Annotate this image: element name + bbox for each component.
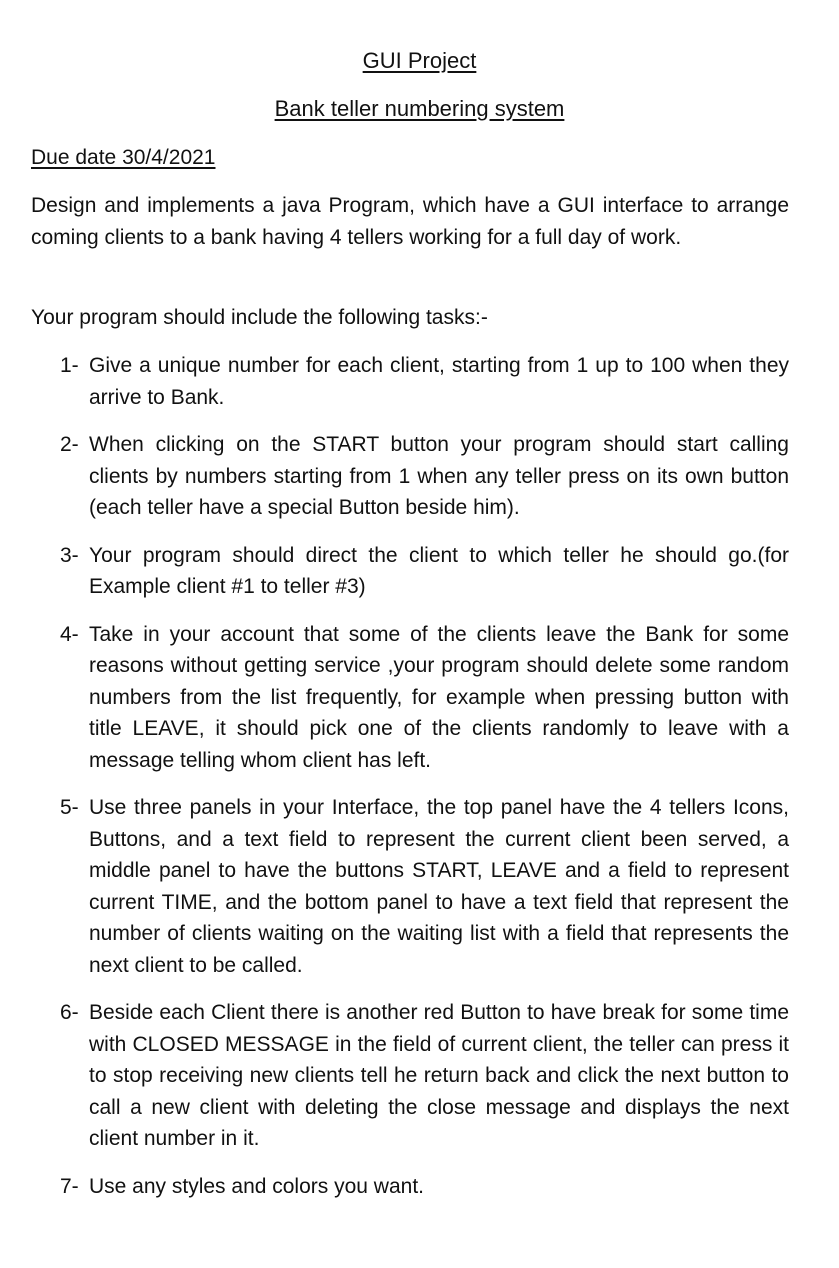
task-number: 7- [60,1174,79,1198]
task-text: Take in your account that some of the clients leave the Bank for some reasons without getting service ,your program should delete some random numbers from the list frequently, for example when pressing button with title LEAVE, it should pick one of the clients randomly to leave with a message telling whom client has left. [89,622,789,772]
tasks-lead: Your program should include the following tasks:- [31,306,488,329]
task-text: Use three panels in your Interface, the top panel have the 4 tellers Icons, Buttons, and a text field to represent the current client been served, a middle panel to have the buttons START, LEAVE and a field to represent current TIME, and the bottom panel to have a text field that represent the number of clients waiting on the waiting list with a field that represents the next client to be called. [89,796,789,977]
task-item-2 [31,429,789,524]
intro-paragraph: Design and implements a java Program, which have a GUI interface to arrange coming clients to a bank having 4 tellers working for a full day of work. [31,194,789,249]
document-title: GUI Project [362,48,477,73]
task-item-4 [31,619,789,777]
task-item-1 [31,350,789,413]
task-text: Give a unique number for each client, starting from 1 up to 100 when they arrive to Bank. [89,354,789,409]
task-text: When clicking on the START button your program should start calling clients by numbers starting from 1 when any teller press on its own button (each teller have a special Button beside him). [89,433,789,519]
task-number: 2- [60,433,79,456]
task-number: 3- [60,543,79,567]
task-item-5 [31,792,789,981]
task-item-6 [31,997,789,1155]
task-item-3 [31,540,789,603]
task-number: 4- [60,622,79,646]
document-subtitle: Bank teller numbering system [274,96,565,121]
task-number: 5- [60,796,79,819]
task-text: Your program should direct the client to which teller he should go.(for Example client #1 to teller #3) [89,543,789,598]
due-date: Due date 30/4/2021 [31,146,216,169]
task-item-7 [31,1171,789,1203]
task-list [31,350,789,1218]
task-number: 6- [60,1001,79,1024]
task-text: Beside each Client there is another red Button to have break for some time with CLOSED MESSAGE in the field of current client, the teller can press it to stop receiving new clients tell he return back and click the next button to call a new client with deleting the close message and displays the next client number in it. [89,1001,789,1150]
task-text: Use any styles and colors you want. [89,1174,424,1198]
task-number: 1- [60,354,79,377]
